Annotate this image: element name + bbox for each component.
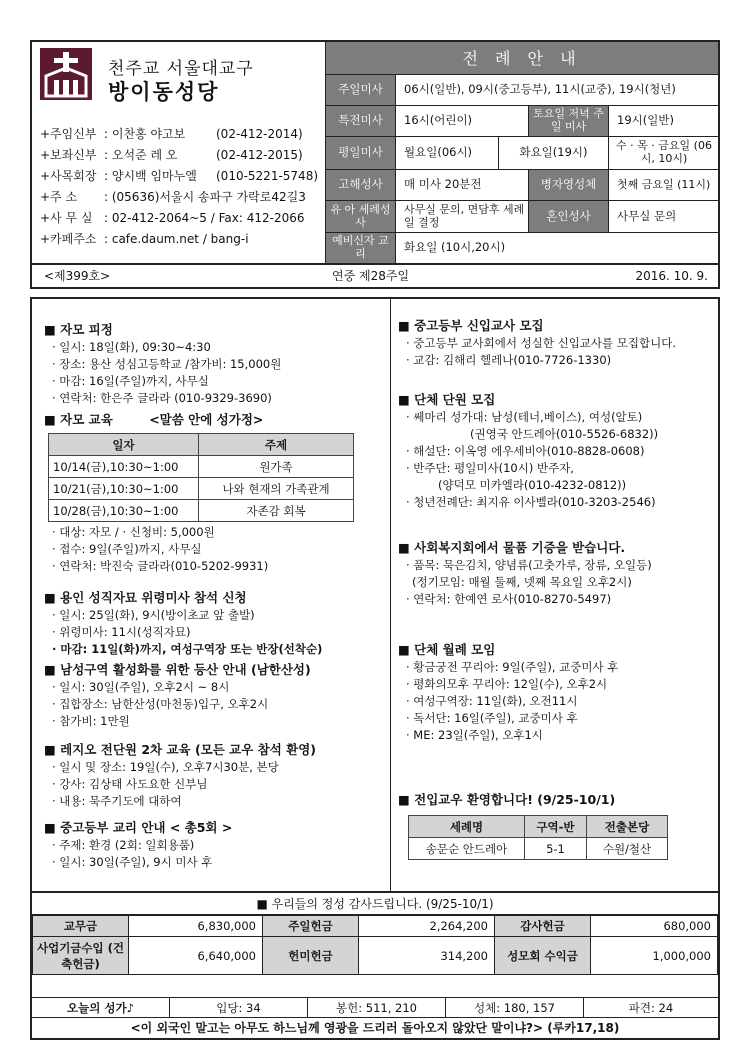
liturgy-label: 주일미사 [326, 75, 396, 105]
liturgy-value: 16시(어린이) [396, 106, 529, 136]
liturgy-value: 사무실 문의 [617, 208, 677, 223]
table-header: 일자 [49, 434, 199, 456]
notice-legio-education [44, 741, 382, 810]
notice-item: (정기모임: 매월 둘째, 넷째 목요일 오후2시) [412, 575, 632, 589]
notice-item: (권영국 안드레아(010-5526-6832)) [470, 427, 659, 441]
notice-item: · 독서단: 16일(주일), 교중미사 후 [406, 711, 578, 725]
offering-value: 2,264,200 [359, 916, 495, 937]
notice-item: · 일시: 25일(화), 9시(방이초교 앞 출발) [52, 608, 255, 622]
liturgy-row-confession [326, 170, 719, 201]
liturgy-label: 고해성사 [326, 170, 396, 200]
notice-teacher-recruit [398, 317, 716, 369]
liturgy-row-catechumen [326, 233, 719, 263]
notice-item: · 접수: 9일(주일)까지, 사무실 [52, 542, 202, 556]
liturgy-table [325, 42, 718, 263]
notice-item: · 해설단: 이옥영 에우세비아(010-8828-0608) [406, 444, 645, 458]
staff-label: +주임신부 [40, 127, 97, 141]
staff-row [40, 208, 325, 229]
table-cell: 10/28(금),10:30~1:00 [49, 500, 199, 522]
liturgy-row-special [326, 106, 719, 137]
notice-title: ■ 남성구역 활성화를 위한 등산 안내 (남한산성) [44, 662, 311, 677]
notice-item: · ME: 23일(주일), 오후1시 [406, 728, 543, 742]
staff-list [40, 124, 325, 250]
table-header: 주제 [199, 434, 354, 456]
table-cell: 원가족 [199, 456, 354, 478]
bulletin-header [30, 40, 720, 265]
notice-subtitle: <말씀 안에 성가정> [149, 412, 264, 427]
notice-item: · 주제: 환경 (2회: 일회용품) [52, 838, 195, 852]
offering-value: 680,000 [591, 916, 718, 937]
offerings-title: ■ 우리들의 정성 감사드립니다. (9/25-10/1) [32, 893, 718, 915]
offerings-section [30, 893, 720, 1040]
notice-item: · 연락처: 박진숙 글라라(010-5202-9931) [52, 559, 269, 573]
notice-item: · 마감: 16일(주일)까지, 사무실 [52, 374, 209, 388]
liturgy-title: 전 례 안 내 [326, 42, 718, 75]
liturgy-label: 특전미사 [326, 106, 396, 136]
staff-label: +사 무 실 [40, 211, 93, 225]
notice-item: (양덕모 미카엘라(010-4232-0812)) [438, 478, 627, 492]
hymn-recessional: 파견: 24 [628, 1001, 674, 1015]
table-header: 구역-반 [525, 816, 587, 838]
staff-value: : 02-412-2064~5 / Fax: 412-2066 [104, 211, 305, 225]
notice-item: · 대상: 자모 / · 신청비: 5,000원 [52, 525, 215, 539]
notice-item: · 평화의모후 꾸리아: 12일(수), 오후2시 [406, 677, 608, 691]
liturgy-value: 매 미사 20분전 [396, 170, 529, 200]
liturgy-value: 사무실 문의, 면담후 세례일 결정 [396, 201, 529, 232]
table-row [33, 937, 718, 975]
issue-number: <제399호> [44, 269, 111, 283]
offering-label: 성모회 수익금 [495, 937, 591, 975]
table-row [49, 478, 354, 500]
staff-row [40, 229, 325, 250]
table-cell: 10/21(금),10:30~1:00 [49, 478, 199, 500]
scripture-quote: <이 외국인 말고는 아무도 하느님께 영광을 드리러 돌아오지 않았단 말이냐?> (루카17,18) [32, 1017, 718, 1038]
liturgy-label: 평일미사 [326, 137, 396, 169]
notice-donation [398, 539, 716, 608]
notice-parent-education [44, 411, 382, 575]
liturgy-value: 월요일(06시) [396, 137, 499, 169]
liturgy-value: 첫째 금요일 (11시) [617, 177, 711, 191]
notice-hiking [44, 661, 382, 730]
staff-phone: (02-412-2014) [216, 127, 303, 141]
liturgy-value: 화요일 (10시,20시) [404, 240, 506, 255]
liturgy-label: 예비신자 교 리 [326, 233, 396, 263]
offering-value: 314,200 [359, 937, 495, 975]
notice-item: · 교감: 김해리 헬레나(010-7726-1330) [406, 353, 612, 367]
table-row [33, 916, 718, 937]
notice-item: · 반주단: 평일미사(10시) 반주자, [406, 461, 574, 475]
staff-value: : (05636)서울시 송파구 가락로42길3 [104, 190, 306, 204]
staff-label: +사목회장 [40, 169, 97, 183]
notice-item: · 일시 및 장소: 19일(수), 오후7시30분, 본당 [52, 760, 279, 774]
notice-parent-retreat [44, 321, 382, 407]
notice-item: · 연락처: 한은주 글라라 (010-9329-3690) [52, 391, 272, 405]
liturgy-label: 병자영성체 [529, 170, 609, 200]
table-cell: 송문순 안드레아 [409, 838, 525, 860]
notice-item: · 쎄마리 성가대: 남성(테너,베이스), 여성(알토) [406, 410, 643, 424]
notice-item: · 마감: 11일(화)까지, 여성구역장 또는 반장(선착순) [52, 642, 323, 656]
notices-area [30, 297, 720, 893]
liturgy-value: 19시(일반) [617, 113, 674, 128]
staff-label: +주 소 [40, 190, 78, 204]
table-header-row [49, 434, 354, 456]
liturgy-label: 유 아 세례성사 [326, 201, 396, 232]
parish-name: 방이동성당 [108, 80, 220, 104]
notice-item: · 장소: 용산 성심고등학교 /참가비: 15,000원 [52, 357, 282, 371]
notice-title-row [44, 411, 382, 429]
table-row [49, 500, 354, 522]
staff-value: : 양시백 임마누엘 [104, 169, 197, 183]
hymn-offertory: 봉헌: 511, 210 [308, 998, 446, 1018]
notice-new-parishioners [398, 791, 716, 860]
staff-value: : 오석준 레 오 [104, 148, 178, 162]
hymn-communion: 성체: 180, 157 [446, 998, 584, 1018]
notice-item: · 일시: 18일(화), 09:30~4:30 [52, 340, 211, 354]
offering-value: 6,640,000 [129, 937, 263, 975]
table-header-row [409, 816, 668, 838]
liturgy-value: 06시(일반), 09시(중고등부), 11시(교중), 19시(청년) [404, 82, 676, 97]
notice-item: · 집합장소: 남한산성(마천동)입구, 오후2시 [52, 697, 269, 711]
issue-bar [30, 265, 720, 289]
table-cell: 10/14(금),10:30~1:00 [49, 456, 199, 478]
notice-title: ■ 레지오 전단원 2차 교육 (모든 교우 참석 환영) [44, 742, 317, 757]
notice-title: ■ 사회복지회에서 물품 기증을 받습니다. [398, 540, 626, 555]
notice-item: · 강사: 김상태 사도요한 신부님 [52, 777, 208, 791]
notice-item: · 위령미사: 11시(성직자묘) [52, 625, 191, 639]
column-divider [390, 299, 391, 891]
liturgy-row-sunday [326, 75, 719, 106]
offering-value: 1,000,000 [591, 937, 718, 975]
table-cell: 나와 현재의 가족관계 [199, 478, 354, 500]
notice-title: ■ 중고등부 교리 안내 < 총5회 > [44, 820, 233, 835]
offering-value: 6,830,000 [129, 916, 263, 937]
staff-row [40, 124, 325, 145]
notice-title: ■ 중고등부 신입교사 모집 [398, 318, 544, 333]
offering-label: 감사헌금 [495, 916, 591, 937]
hymn-stats-row [32, 997, 718, 1017]
notice-youth-catechism [44, 819, 382, 871]
notice-item: · 여성구역장: 11일(화), 오전11시 [406, 694, 578, 708]
notice-item: · 참가비: 1만원 [52, 714, 130, 728]
notice-title: ■ 단체 단원 모집 [398, 392, 496, 407]
staff-value: : 이찬홍 야고보 [104, 127, 186, 141]
offering-label: 헌미헌금 [263, 937, 359, 975]
table-cell: 5-1 [525, 838, 587, 860]
staff-row [40, 145, 325, 166]
hymn-label: 오늘의 성가♪ [32, 998, 170, 1018]
diocese-name: 천주교 서울대교구 [108, 59, 254, 79]
hymn-entrance: 입당: 34 [170, 998, 308, 1018]
notice-title: ■ 자모 피정 [44, 322, 113, 337]
table-header: 전출본당 [587, 816, 668, 838]
notice-item: · 연락처: 한예연 로사(010-8270-5497) [406, 592, 612, 606]
issue-date: 2016. 10. 9. [635, 269, 708, 283]
notice-title: ■ 자모 교육 [44, 412, 113, 427]
notice-member-recruit [398, 391, 716, 511]
liturgy-label: 토요일 저녁 주일 미사 [529, 106, 609, 136]
notice-item: · 품목: 묵은김치, 양념류(고춧가루, 장류, 오일등) [406, 558, 652, 572]
notice-item: · 일시: 30일(주일), 9시 미사 후 [52, 855, 213, 869]
offerings-table [32, 915, 718, 975]
table-row [409, 838, 668, 860]
staff-row [40, 166, 325, 187]
liturgy-row-baptism [326, 201, 719, 233]
notice-item: · 일시: 30일(주일), 오후2시 ~ 8시 [52, 680, 230, 694]
education-schedule-table [48, 433, 354, 522]
staff-label: +보좌신부 [40, 148, 97, 162]
offering-label: 교무금 [33, 916, 129, 937]
notice-title: ■ 용인 성직자묘 위령미사 참석 신청 [44, 590, 247, 605]
notice-monthly-meetings [398, 641, 716, 744]
notice-item: · 중고등부 교사회에서 성실한 신입교사를 모집합니다. [406, 336, 676, 350]
liturgy-row-weekday [326, 137, 719, 170]
notice-title: ■ 전입교우 환영합니다! (9/25-10/1) [398, 792, 616, 807]
offering-label: 주일헌금 [263, 916, 359, 937]
liturgy-value: 수 · 목 · 금요일 (06시, 10시) [616, 139, 712, 165]
bulletin-page [30, 40, 720, 1040]
notice-memorial-mass [44, 589, 382, 658]
new-parishioners-table [408, 815, 668, 860]
table-cell: 자존감 회복 [199, 500, 354, 522]
notice-item: · 황금궁전 꾸리아: 9일(주일), 교중미사 후 [406, 660, 619, 674]
staff-label: +카페주소 [40, 232, 97, 246]
notice-title: ■ 단체 월례 모임 [398, 642, 496, 657]
church-logo-icon [40, 48, 92, 100]
staff-phone: (02-412-2015) [216, 148, 303, 162]
liturgy-label: 혼인성사 [529, 201, 609, 232]
notice-item: · 내용: 묵주기도에 대하여 [52, 794, 182, 808]
staff-row [40, 187, 325, 208]
liturgy-value: 화요일(19시) [499, 137, 609, 169]
staff-phone: (010-5221-5748) [216, 169, 319, 183]
offering-label: 사업기금수입 (건축헌금) [33, 937, 129, 975]
table-row [49, 456, 354, 478]
staff-value: : cafe.daum.net / bang-i [104, 232, 249, 246]
table-cell: 수원/철산 [587, 838, 668, 860]
notice-item: · 청년전례단: 최지유 이사벨라(010-3203-2546) [406, 495, 656, 509]
liturgical-season: 연중 제28주일 [332, 269, 410, 283]
table-header: 세례명 [409, 816, 525, 838]
